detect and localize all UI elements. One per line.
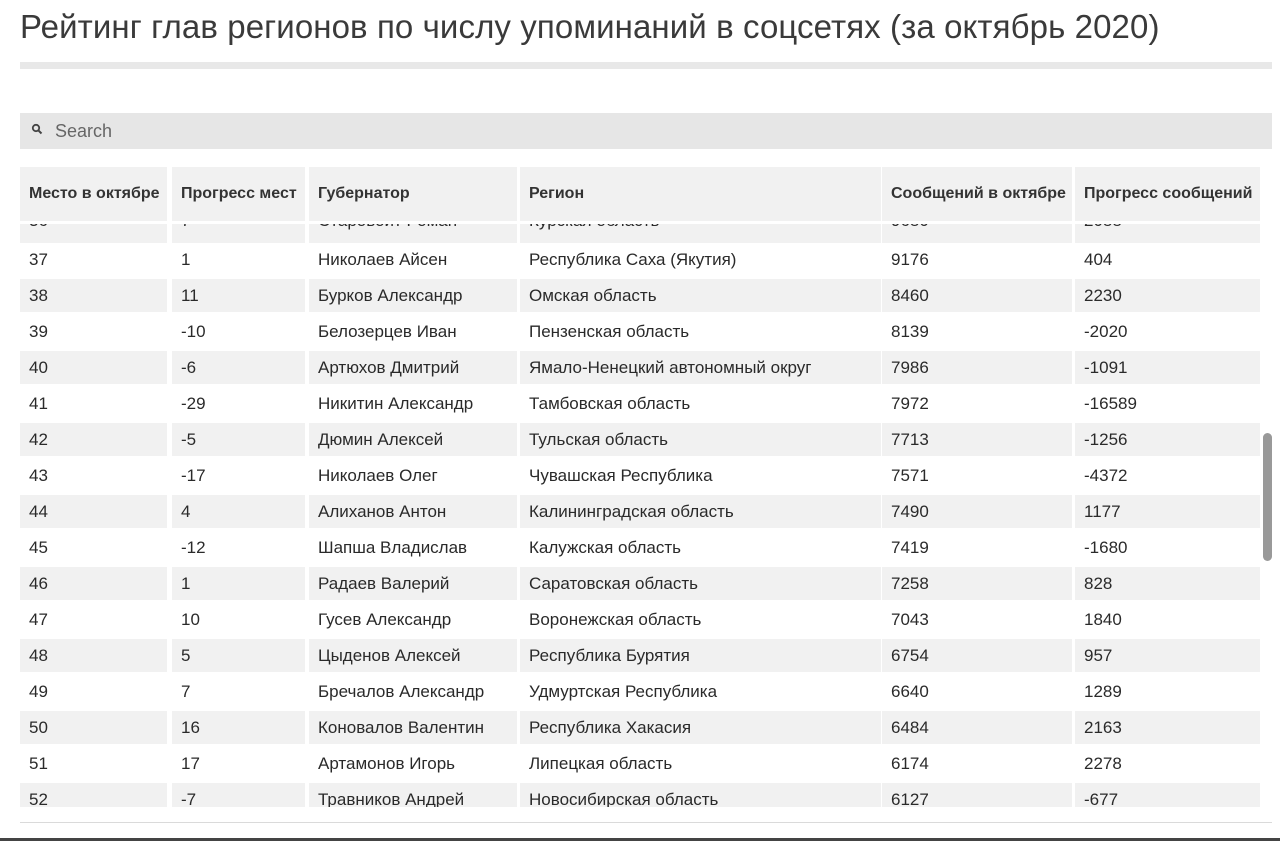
cell-rank: 50 [20, 711, 167, 744]
table-row [20, 495, 1260, 531]
cell-rank-progress: 10 [181, 610, 200, 629]
cell-rank-progress: 7 [181, 682, 191, 701]
cell-messages-progress: 2278 [1084, 754, 1122, 773]
cell-messages-progress: -16589 [1084, 394, 1137, 413]
cell-governor: Цыденов Алексей [309, 639, 517, 672]
cell-rank: 52 [20, 783, 167, 807]
cell-messages: 6127 [882, 783, 1072, 807]
cell-region: Пензенская область [529, 322, 690, 341]
table-header [20, 164, 1260, 224]
cell-governor: Дюмин Алексей [309, 423, 517, 456]
table-body [20, 215, 1260, 807]
cell-governor: Белозерцев Иван [318, 322, 457, 341]
cell-messages: 8139 [891, 322, 929, 341]
cell-rank: 49 [29, 682, 48, 701]
cell-rank-progress: 17 [181, 754, 200, 773]
cell-region: Ямало-Ненецкий автономный округ [520, 351, 881, 384]
cell-rank-progress: -17 [181, 466, 206, 485]
header-rank-progress[interactable] [172, 167, 305, 221]
header-label: Прогресс мест [181, 185, 297, 202]
cell-governor: Бречалов Александр [318, 682, 485, 701]
cell-messages-progress: -1256 [1075, 423, 1260, 456]
header-governor[interactable] [309, 167, 517, 221]
cell-region: Новосибирская область [520, 783, 881, 807]
cell-region: Тульская область [520, 423, 881, 456]
cell-messages-progress: 1177 [1075, 495, 1260, 528]
cell-messages-progress: 2230 [1075, 279, 1260, 312]
cell-rank: 40 [20, 351, 167, 384]
cell-region: Воронежская область [529, 610, 702, 629]
cell-rank: 47 [29, 610, 48, 629]
cell-rank: 43 [29, 466, 48, 485]
table-row [20, 459, 1260, 495]
cell-messages: 7713 [882, 423, 1072, 456]
table-row [20, 279, 1260, 315]
header-label: Регион [529, 185, 585, 202]
cell-rank: 45 [29, 538, 48, 557]
cell-rank-progress: 5 [172, 639, 305, 672]
cell-messages: 7043 [891, 610, 929, 629]
header-label: Сообщений в октябре [891, 185, 1066, 202]
table-row [20, 639, 1260, 675]
cell-rank: 41 [29, 394, 48, 413]
cell-region: Липецкая область [529, 754, 673, 773]
cell-messages-progress: 828 [1075, 567, 1260, 600]
cell-messages-progress: -2020 [1084, 322, 1128, 341]
cell-governor: Алиханов Антон [309, 495, 517, 528]
cell-messages: 6484 [882, 711, 1072, 744]
cell-governor: Бурков Александр [309, 279, 517, 312]
cell-messages: 7571 [891, 466, 929, 485]
page-title: Рейтинг глав регионов по числу упоминаний в соцсетях (за октябрь 2020) [20, 8, 1160, 45]
cell-rank-progress: -12 [181, 538, 206, 557]
cell-rank-progress: -10 [181, 322, 206, 341]
cell-region: Омская область [520, 279, 881, 312]
cell-governor: Шапша Владислав [318, 538, 468, 557]
title-divider [20, 62, 1272, 69]
table-row [20, 243, 1260, 279]
table-row [20, 567, 1260, 603]
cell-messages-progress: -1680 [1084, 538, 1128, 557]
cell-messages-progress: -4372 [1084, 466, 1128, 485]
table-row [20, 603, 1260, 639]
search-icon [31, 123, 47, 139]
header-label: Губернатор [318, 185, 410, 202]
cell-region: Калужская область [529, 538, 681, 557]
cell-messages: 7986 [882, 351, 1072, 384]
table-row [20, 387, 1260, 423]
cell-messages: 8460 [882, 279, 1072, 312]
cell-rank-progress: -6 [172, 351, 305, 384]
table-row [20, 351, 1260, 387]
cell-messages: 7490 [882, 495, 1072, 528]
header-label: Прогресс сообщений [1084, 185, 1253, 202]
cell-governor: Травников Андрей [309, 783, 517, 807]
cell-governor: Радаев Валерий [309, 567, 517, 600]
search-bar[interactable] [20, 113, 1272, 149]
cell-rank-progress: 1 [172, 567, 305, 600]
cell-rank-progress: -5 [172, 423, 305, 456]
cell-governor: Артамонов Игорь [318, 754, 456, 773]
scrollbar-thumb[interactable] [1263, 433, 1272, 561]
search-input[interactable] [55, 121, 455, 142]
cell-rank: 46 [20, 567, 167, 600]
cell-messages-progress: 2163 [1075, 711, 1260, 744]
header-label: Место в октябре [29, 185, 160, 202]
cell-region: Республика Саха (Якутия) [529, 250, 737, 269]
cell-messages: 6754 [882, 639, 1072, 672]
cell-messages: 7258 [882, 567, 1072, 600]
cell-governor: Коновалов Валентин [309, 711, 517, 744]
cell-messages-progress: -677 [1075, 783, 1260, 807]
data-table [20, 164, 1260, 807]
cell-region: Удмуртская Республика [529, 682, 718, 701]
table-row [20, 531, 1260, 567]
cell-rank: 39 [29, 322, 48, 341]
cell-rank: 37 [29, 250, 48, 269]
cell-messages-progress: 404 [1084, 250, 1113, 269]
cell-governor: Николаев Айсен [318, 250, 448, 269]
cell-region: Республика Хакасия [520, 711, 881, 744]
table-bottom-divider [20, 822, 1272, 823]
cell-messages: 9176 [891, 250, 929, 269]
table-row [20, 675, 1260, 711]
cell-governor: Николаев Олег [318, 466, 438, 485]
table-row [20, 783, 1260, 807]
cell-messages-progress: 1840 [1084, 610, 1122, 629]
cell-governor: Артюхов Дмитрий [309, 351, 517, 384]
cell-messages: 6174 [891, 754, 929, 773]
cell-region: Чувашская Республика [529, 466, 713, 485]
table-row [20, 747, 1260, 783]
cell-messages-progress: -1091 [1075, 351, 1260, 384]
cell-rank: 51 [29, 754, 48, 773]
cell-rank: 42 [20, 423, 167, 456]
cell-messages: 7972 [891, 394, 929, 413]
cell-rank-progress: 4 [172, 495, 305, 528]
cell-region: Саратовская область [520, 567, 881, 600]
cell-messages-progress: 957 [1075, 639, 1260, 672]
cell-rank: 44 [20, 495, 167, 528]
cell-governor: Гусев Александр [318, 610, 452, 629]
header-rank[interactable] [20, 167, 167, 221]
cell-messages: 6640 [891, 682, 929, 701]
cell-rank-progress: -29 [181, 394, 206, 413]
header-messages[interactable] [882, 167, 1072, 221]
cell-region: Тамбовская область [529, 394, 691, 413]
cell-rank: 48 [20, 639, 167, 672]
cell-rank-progress: -7 [172, 783, 305, 807]
cell-messages-progress: 1289 [1084, 682, 1122, 701]
header-region[interactable] [520, 167, 881, 221]
cell-rank-progress: 11 [172, 279, 305, 312]
header-messages-progress[interactable] [1075, 167, 1260, 221]
cell-messages: 7419 [891, 538, 929, 557]
table-row [20, 315, 1260, 351]
cell-rank: 38 [20, 279, 167, 312]
cell-rank-progress: 1 [181, 250, 191, 269]
table-row [20, 711, 1260, 747]
cell-region: Калининградская область [520, 495, 881, 528]
cell-region: Республика Бурятия [520, 639, 881, 672]
cell-rank-progress: 16 [172, 711, 305, 744]
cell-governor: Никитин Александр [318, 394, 474, 413]
table-row [20, 423, 1260, 459]
